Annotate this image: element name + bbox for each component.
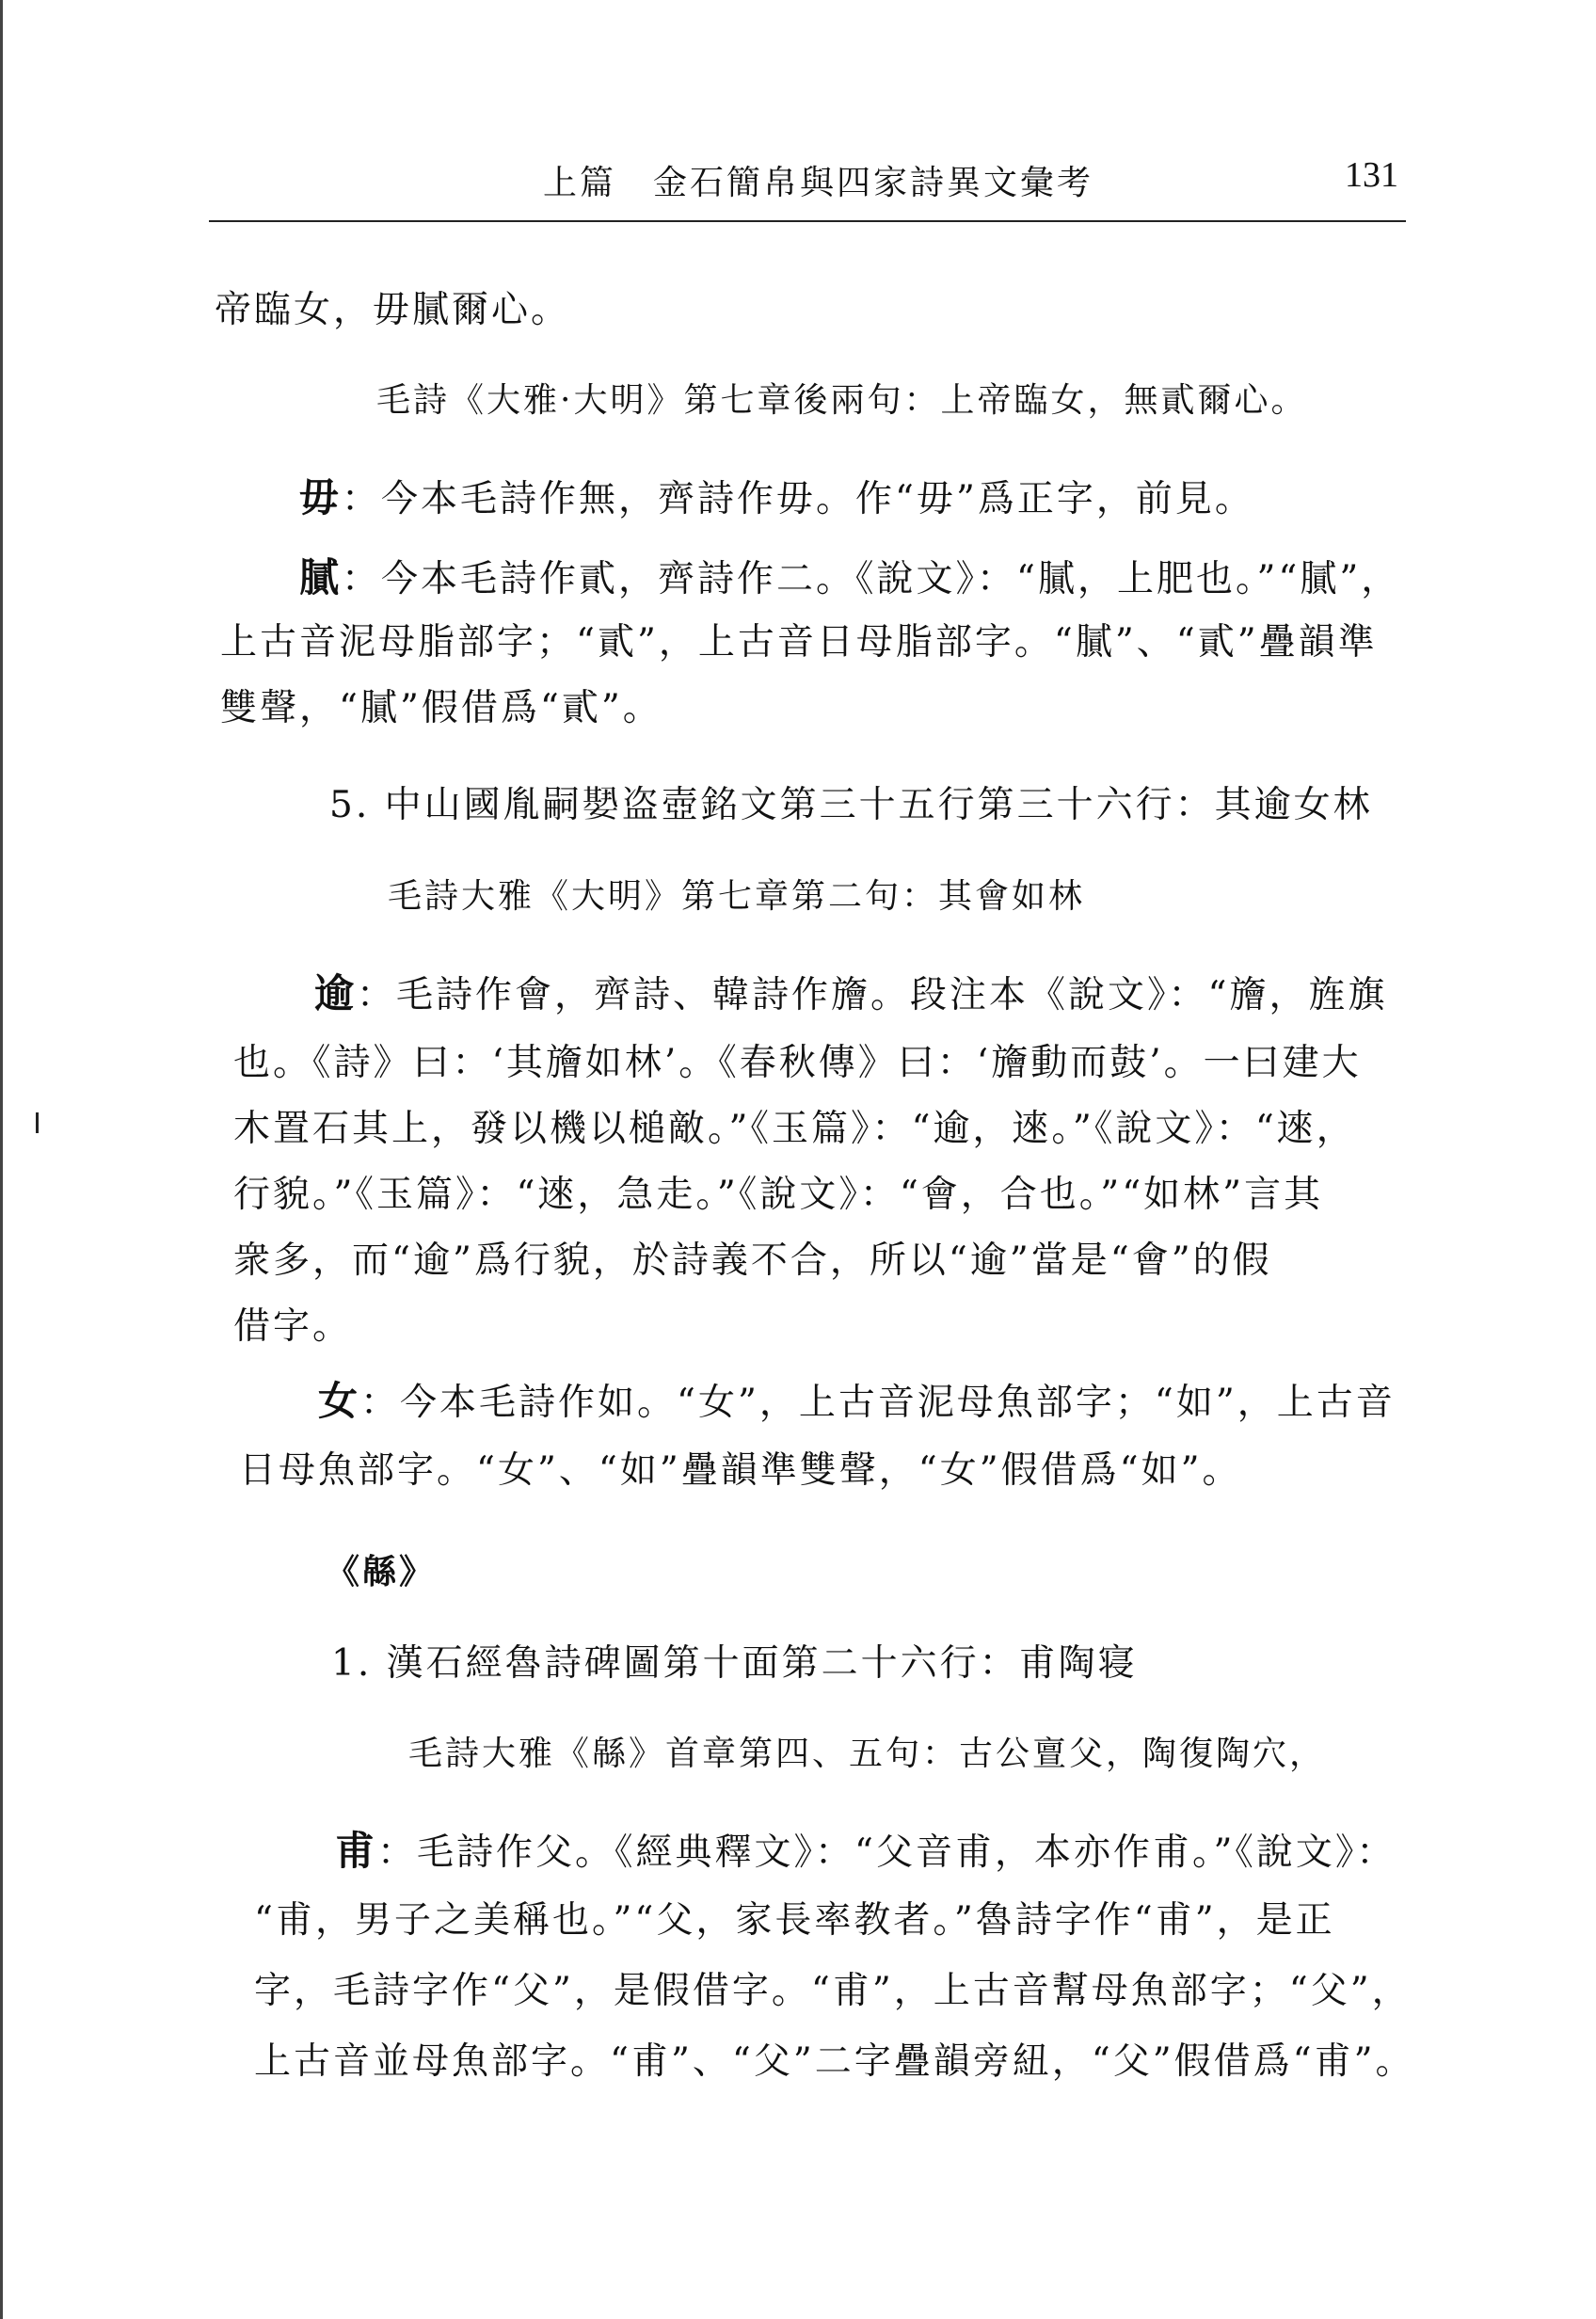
paragraph-line: [299, 554, 1401, 600]
quotation-line: 毛詩大雅《緜》首章第四、五句：古公亶父，陶復陶穴，: [408, 1735, 1327, 1773]
paragraph-text: ：毛詩作會，齊詩、韓詩作旝。段注本《說文》：“旝，旌旗: [357, 974, 1388, 1016]
text-line: 帝臨女，毋膩爾心。: [215, 289, 571, 331]
header-rule: [209, 220, 1406, 222]
stray-mark: [36, 1112, 39, 1133]
headword: 女: [318, 1378, 361, 1424]
header-title: 上篇 金石簡帛與四家詩異文彙考: [543, 164, 1094, 202]
headword: 膩: [299, 554, 343, 600]
paragraph-line: 字，毛詩字作“父”，是假借字。“甫”，上古音幫母魚部字；“父”，: [254, 1970, 1412, 2012]
paragraph-line: [335, 1828, 1396, 1874]
quotation-line: 毛詩《大雅·大明》第七章後兩句：上帝臨女，無貳爾心。: [376, 381, 1308, 420]
paragraph-line: 雙聲，“膩”假借爲“貳”。: [220, 687, 662, 729]
quotation-line: 毛詩大雅《大明》第七章第二句：其會如林: [388, 877, 1086, 916]
paragraph-text: ：今本毛詩作如。“女”，上古音泥母魚部字；“如”，上古音: [360, 1382, 1396, 1424]
page-number: 131: [1345, 155, 1398, 195]
paragraph-line: 日母魚部字。“女”、“如”疊韻準雙聲，“女”假借爲“如”。: [239, 1449, 1242, 1492]
headword: 毋: [299, 474, 343, 520]
running-header: [209, 141, 1406, 216]
paragraph-line: 行貌。”《玉篇》：“逨，急走。”《說文》：“會，合也。”“如林”言其: [233, 1174, 1324, 1216]
item-heading: 5. 中山國胤嗣𡢁盗壺銘文第三十五行第三十六行：其逾女林: [329, 784, 1373, 826]
paragraph-line: 木置石其上，發以機以槌敵。”《玉篇》：“逾，逨。”《說文》：“逨，: [233, 1108, 1356, 1150]
section-heading: 《緜》: [326, 1552, 437, 1591]
paragraph-line: [314, 970, 1388, 1016]
paragraph-line: 借字。: [233, 1305, 353, 1348]
paragraph-line: 上古音泥母脂部字；“貳”，上古音日母脂部字。“膩”、“貳”疊韻準: [220, 621, 1378, 664]
paragraph-text: ：毛詩作父。《經典釋文》：“父音甫，本亦作甫。”《說文》：: [377, 1831, 1396, 1874]
paragraph-text: ：今本毛詩作無，齊詩作毋。作“毋”爲正字，前見。: [342, 478, 1254, 520]
paragraph-text: ：今本毛詩作貳，齊詩作二。《說文》：“膩，上肥也。”“膩”，: [342, 558, 1401, 600]
paragraph-line: 衆多，而“逾”爲行貌，於詩義不合，所以“逾”當是“會”的假: [233, 1239, 1272, 1282]
paragraph-line: [299, 474, 1254, 520]
item-heading: 1. 漢石經魯詩碑圖第十面第二十六行：甫陶寝: [331, 1642, 1138, 1685]
paragraph-line: 也。《詩》曰：‘其旝如林’。《春秋傳》曰：‘旝動而鼓’。一曰建大: [233, 1042, 1362, 1084]
headword: 甫: [335, 1828, 378, 1874]
paragraph-line: “甫，男子之美稱也。”“父，家長率教者。”魯詩字作“甫”，是正: [254, 1899, 1335, 1942]
paragraph-line: [318, 1378, 1396, 1424]
headword: 逾: [314, 970, 358, 1016]
page-left-edge: [0, 0, 3, 2319]
paragraph-line: 上古音並母魚部字。“甫”、“父”二字疊韻旁紐，“父”假借爲“甫”。: [254, 2040, 1415, 2083]
